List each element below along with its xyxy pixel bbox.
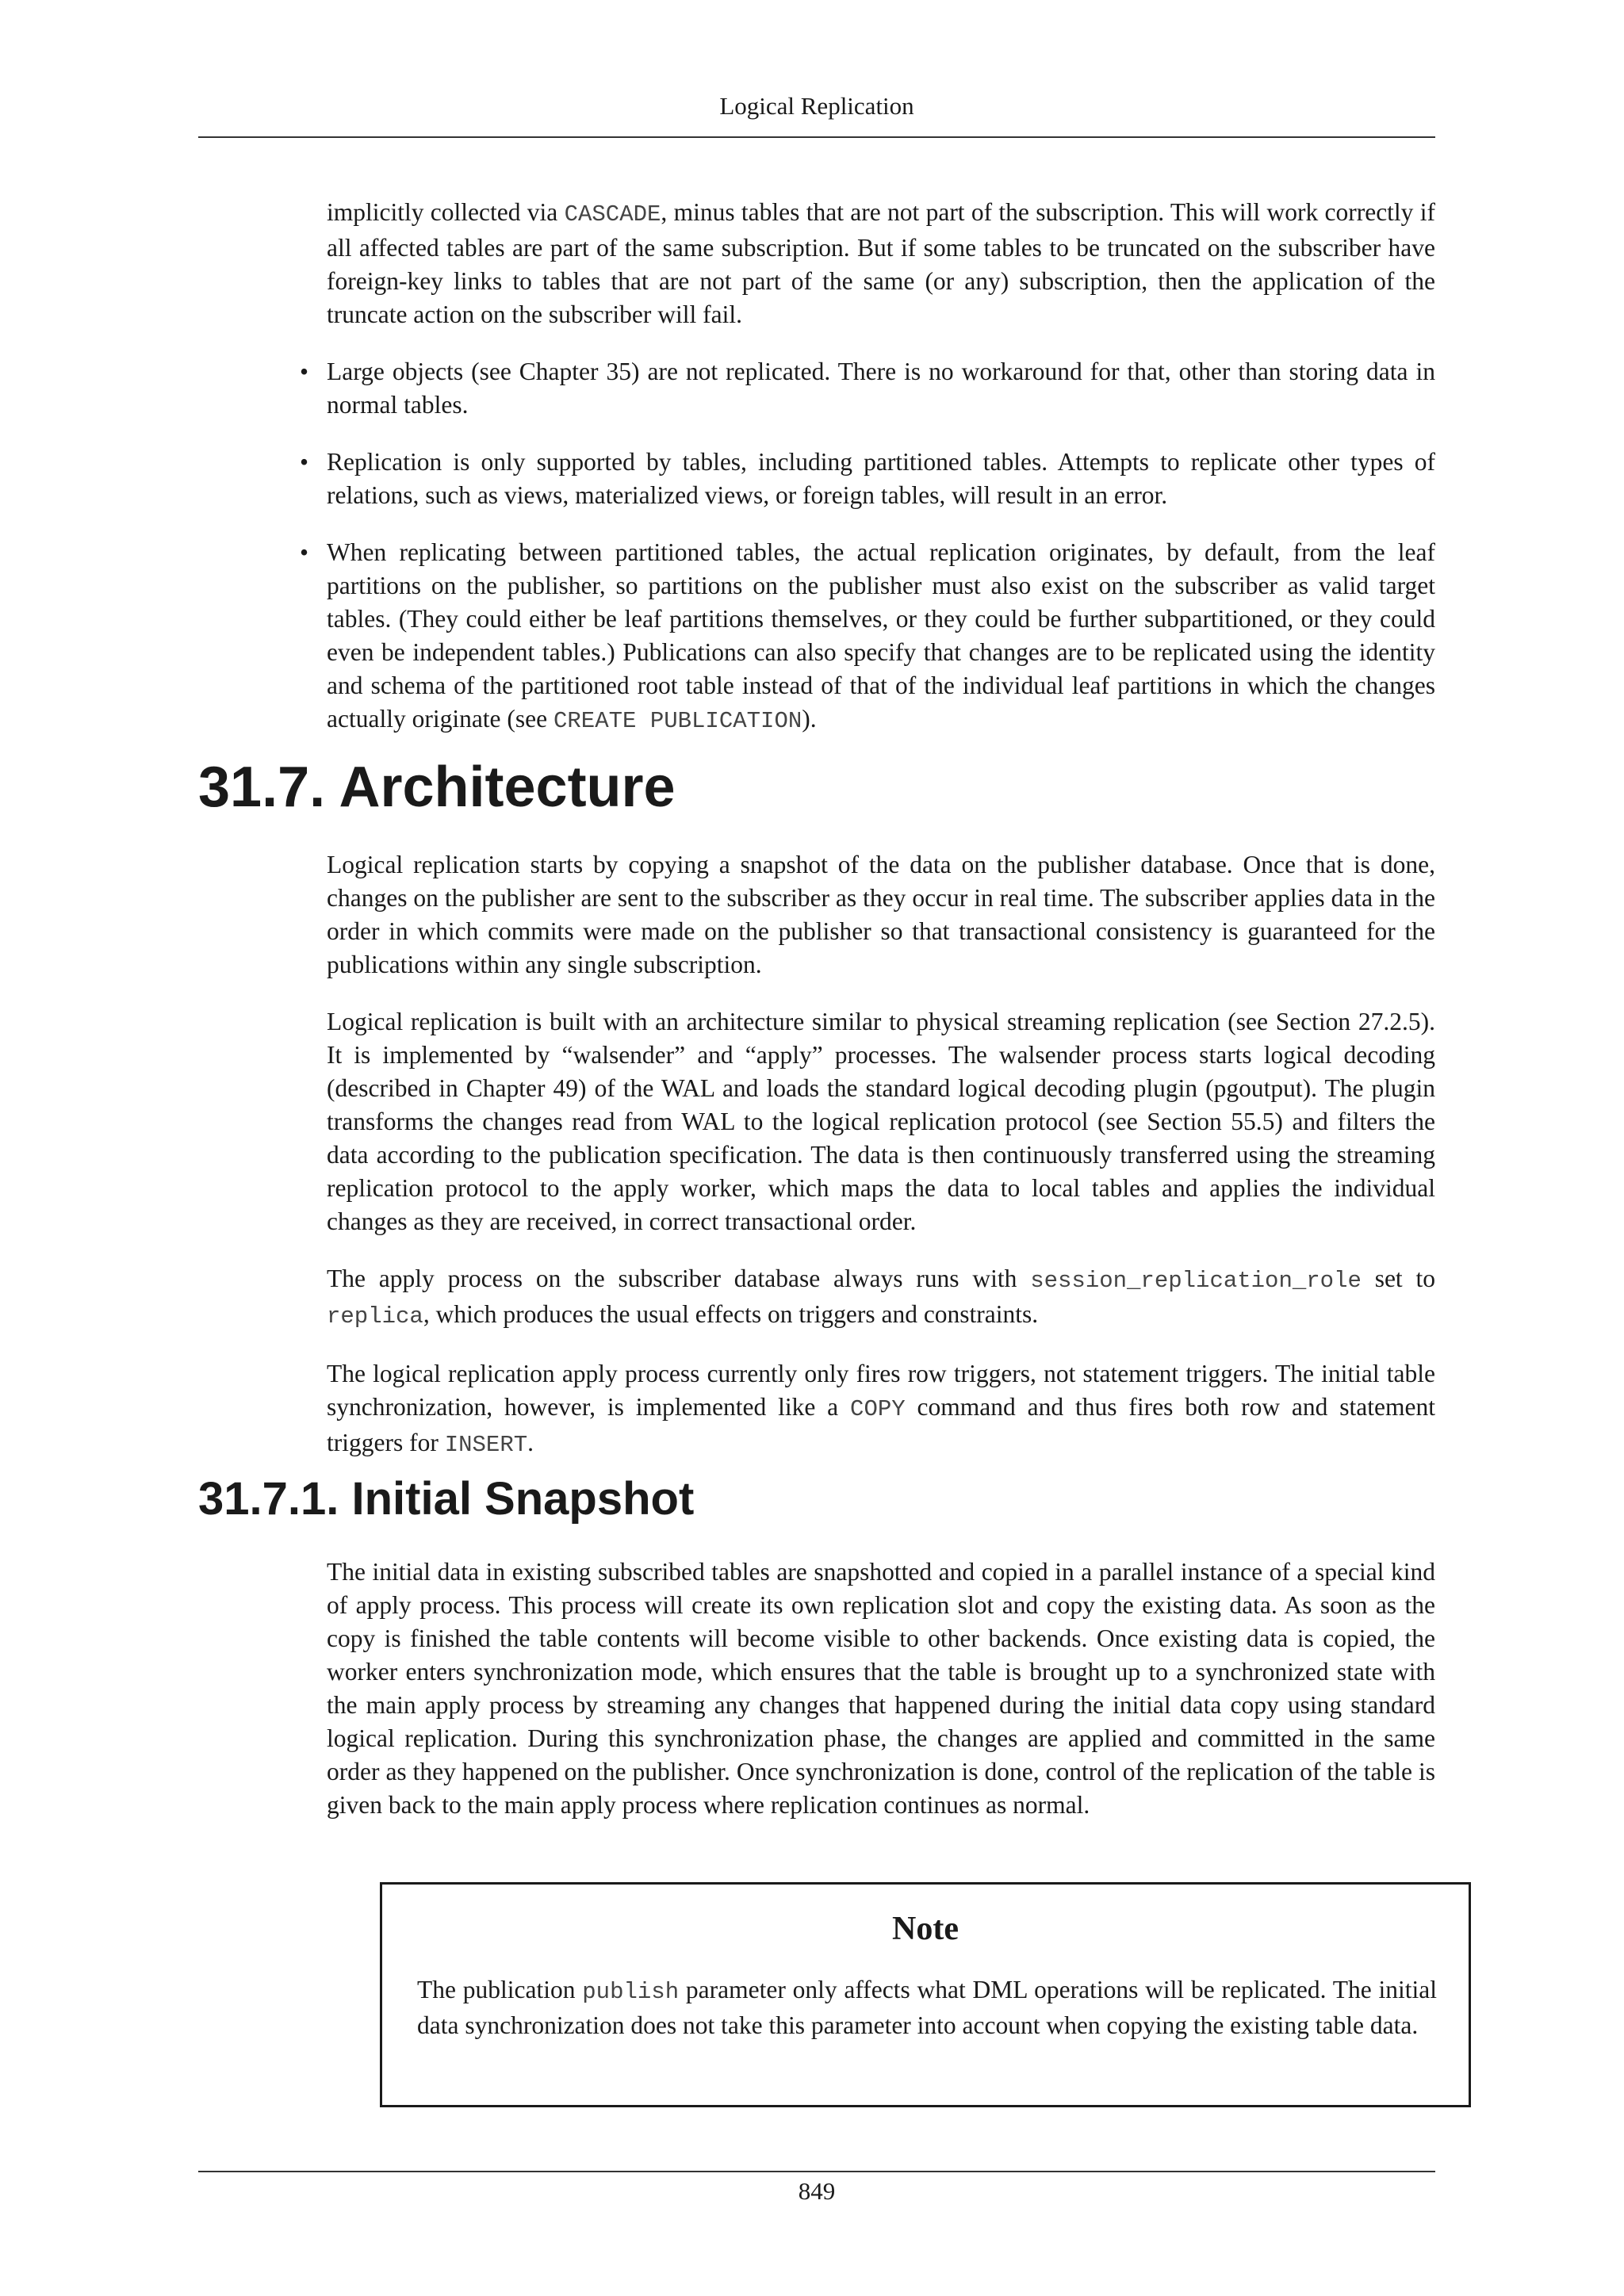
truncate-paragraph xyxy=(327,196,1435,331)
bullet-marker: • xyxy=(300,538,309,566)
truncate-text-end: , minus tables that are not part of the subscription. This will work correctly if all affected tables are part of the same subscription. But if some tables to be truncated on the subscriber have foreign-key links to tables that are not part of the same (or any) subscription, then the application of the truncate action on the subscriber will fail. xyxy=(327,198,1435,328)
page-number: 849 xyxy=(798,2177,836,2205)
note-text-start: The publication xyxy=(417,1976,583,2003)
running-header: Logical Replication xyxy=(719,92,914,120)
list-item xyxy=(300,355,1435,422)
note-box xyxy=(380,1882,1471,2107)
code-session-replication-role: session_replication_role xyxy=(1030,1268,1362,1294)
code-copy: COPY xyxy=(850,1396,906,1422)
architecture-paragraph-2: Logical replication is built with an architecture similar to physical streaming replication (see Section 27.2.5). It is implemented by “walsender” and “apply” processes. The walsender process starts logical decoding (described in Chapter 49) of the WAL and loads the standard logical decoding plugin (pgoutput). The plugin transforms the changes read from WAL to the logical replication protocol (see Section 55.5) and filters the data according to the publication specification. The data is then continuously transferred using the streaming replication protocol to the apply worker, which maps the data to local tables and applies the individual changes as they are received, in correct transactional order. xyxy=(327,1008,1435,1235)
para4-text-middle: command and thus fires both row and statement triggers for xyxy=(327,1393,1435,1456)
para3-text-start: The apply process on the subscriber database always runs with xyxy=(327,1265,1031,1292)
bullet-marker: • xyxy=(300,448,309,476)
note-paragraph xyxy=(417,1973,1437,2042)
note-title: Note xyxy=(892,1911,959,1947)
partitioned-text-end: ). xyxy=(802,705,817,733)
list-item xyxy=(300,536,1435,738)
architecture-section-body xyxy=(327,848,1435,1486)
note-body xyxy=(417,1973,1437,2042)
para3-text-middle: set to xyxy=(1361,1265,1436,1292)
code-insert: INSERT xyxy=(444,1432,528,1458)
note-text-end: parameter only affects what DML operations will be replicated. The initial data synchronization does not take this parameter into account when copying the existing table data. xyxy=(417,1976,1437,2039)
code-publish: publish xyxy=(582,1979,680,2005)
code-create-publication: CREATE PUBLICATION xyxy=(553,708,802,734)
para4-text-start: The logical replication apply process currently only fires row triggers, not statement triggers. The initial table synchronization, however, is implemented like a xyxy=(327,1360,1435,1421)
large-objects-text: Large objects (see Chapter 35) are not replicated. There is no workaround for that, other than storing data in normal tables. xyxy=(327,358,1435,419)
section-heading-initial-snapshot: 31.7.1. Initial Snapshot xyxy=(198,1473,695,1525)
para4-text-end: . xyxy=(527,1429,534,1456)
footer-divider xyxy=(198,2171,1435,2172)
relation-types-text: Replication is only supported by tables, including partitioned tables. Attempts to replicate other types of relations, such as views, materialized views, or foreign tables, will result in an error. xyxy=(327,448,1435,509)
limitations-list-continuation xyxy=(300,196,1435,762)
bullet-marker: • xyxy=(300,358,309,385)
code-cascade: CASCADE xyxy=(564,201,661,228)
section-heading-architecture: 31.7. Architecture xyxy=(198,756,676,819)
code-replica: replica xyxy=(327,1303,423,1330)
partitioned-text-start: When replicating between partitioned tables, the actual replication originates, by default, from the leaf partitions on the publisher, so partitions on the publisher must also exist on the subscriber as valid target tables. (They could either be leaf partitions themselves, or they could be further subpartitioned, or they could even be independent tables.) Publications can also specify that changes are to be replicated using the identity and schema of the partitioned root table instead of that of the individual leaf partitions in which the changes actually originate (see xyxy=(327,538,1435,733)
architecture-paragraph-1: Logical replication starts by copying a snapshot of the data on the publisher database. Once that is done, changes on the publisher are sent to the subscriber as they occur in real time. The subscriber applies data in the order in which commits were made on the publisher so that transactional consistency is guaranteed for the publications within any single subscription. xyxy=(327,851,1435,978)
truncate-text-start: implicitly collected via xyxy=(327,198,565,226)
initial-snapshot-paragraph: The initial data in existing subscribed tables are snapshotted and copied in a parallel instance of a special kind of apply process. This process will create its own replication slot and copy the existing data. As soon as the copy is finished the table contents will become visible to other backends. Once existing data is copied, the worker enters synchronization mode, which ensures that the table is brought up to a synchronized state with the main apply process by streaming any changes that happened during the initial data copy using standard logical replication. During this synchronization phase, the changes are applied and committed in the same order as they happened on the publisher. Once synchronization is done, control of the replication of the table is given back to the main apply process where replication continues as normal. xyxy=(327,1558,1435,1819)
architecture-paragraph-3 xyxy=(327,1262,1435,1334)
list-item xyxy=(300,446,1435,512)
para3-text-end: , which produces the usual effects on triggers and constraints. xyxy=(423,1300,1039,1328)
architecture-paragraph-4 xyxy=(327,1357,1435,1462)
initial-snapshot-section-body xyxy=(327,1556,1435,1822)
partitioned-tables-text xyxy=(327,536,1435,738)
header-divider xyxy=(198,136,1435,138)
